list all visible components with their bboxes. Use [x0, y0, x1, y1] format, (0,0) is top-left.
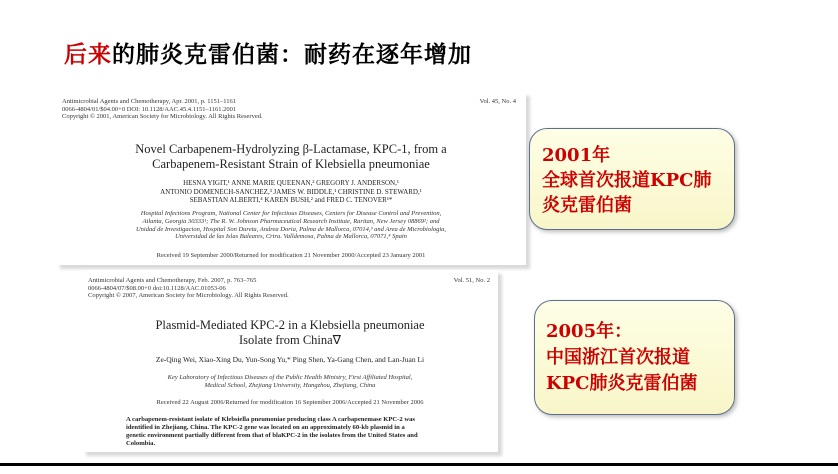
paper1-header	[62, 98, 263, 121]
paper1-copyright: Copyright © 2001, American Society for Microbiology. All Rights Reserved.	[62, 113, 263, 120]
paper2-affil-line2: Medical School, Zhejiang University, Hangzhou, Zhejiang, China	[204, 381, 376, 389]
footer-divider	[0, 463, 838, 466]
paper-2007-image	[82, 270, 498, 452]
paper2-affil-line1: Key Laboratory of Infectious Diseases of the Public Health Ministry, First Affiliated Hospital,	[167, 374, 413, 381]
paper2-title-line1: Plasmid-Mediated KPC-2 in a Klebsiella pneumoniae	[155, 318, 425, 332]
paper1-authors-line1: HESNA YIGIT,¹ ANNE MARIE QUEENAN,² GREGORY J. ANDERSON,¹	[183, 179, 399, 187]
paper2-journal-line: Antimicrobial Agents and Chemotherapy, Feb. 2007, p. 763–765	[88, 277, 257, 284]
slide-title	[64, 36, 472, 69]
paper2-abstract-line2: identified in Zhejiang, China. The KPC-2 gene was located on an approximately 60-kb plasmid in a	[126, 424, 405, 431]
callout-2001-text	[542, 143, 712, 218]
paper1-authors-line3: SEBASTIAN ALBERTI,⁴ KAREN BUSH,² and FRED C. TENOVER¹*	[189, 196, 393, 204]
callout-2005	[534, 300, 735, 415]
paper2-copyright: Copyright © 2007, American Society for Microbiology. All Rights Reserved.	[88, 292, 289, 299]
callout-2005-text	[546, 319, 698, 397]
paper1-received: Received 19 September 2000/Returned for modification 21 November 2000/Accepted 23 January 2001	[156, 252, 426, 259]
paper1-title-line1: Novel Carbapenem-Hydrolyzing β-Lactamase, KPC-1, from a	[135, 142, 447, 156]
paper2-affiliations	[82, 374, 498, 390]
paper2-abstract-line1: A carbapenem-resistant isolate of Klebsiella pneumoniae producing class A carbapenemase KPC-2 was	[126, 416, 415, 423]
paper2-received: Received 22 August 2006/Returned for modification 16 September 2006/Accepted 21 November 2006	[156, 399, 424, 406]
paper1-volume: Vol. 45, No. 4	[479, 98, 516, 105]
paper1-authors	[56, 179, 526, 205]
paper1-affil-line1: Hospital Infections Program, National Center for Infectious Diseases, Centers for Disease Control and Prevention,	[140, 210, 442, 217]
paper1-affil-line3: Unidad de Investigacion, Hospital Son Dureta, Andrea Doria, Palma de Mallorca, 07014,³ and Area de Microbiologia,	[135, 225, 447, 233]
paper1-affil-line2: Atlanta, Georgia 30333¹; The R. W. Johnson Pharmaceutical Research Institute, Raritan, New Jersey 08869²; and	[142, 217, 440, 225]
paper1-ids-line: 0066-4804/01/$04.00+0 DOI: 10.1128/AAC.45.4.1151–1161.2001	[62, 105, 237, 113]
paper1-title	[56, 142, 526, 172]
slide-title-rest: 的肺炎克雷伯菌：耐药在逐年增加	[112, 42, 472, 68]
paper2-header	[88, 277, 289, 300]
callout-2001-year: 2001年	[542, 145, 611, 166]
paper2-title	[82, 318, 498, 348]
paper2-authors: Ze-Qing Wei, Xiao-Xing Du, Yun-Song Yu,* Ping Shen, Ya-Gang Chen, and Lan-Juan Li	[155, 355, 425, 364]
paper2-abstract	[126, 416, 476, 448]
paper2-abstract-line4: Colombia.	[126, 440, 156, 447]
callout-2001-line3: 炎克雷伯菌	[542, 195, 632, 216]
callout-2005-year: 2005年：	[546, 321, 633, 342]
paper1-affiliations	[56, 210, 526, 241]
callout-2005-line2: 中国浙江首次报道	[546, 347, 690, 368]
callout-2001-line2: 全球首次报道KPC肺	[542, 170, 712, 191]
paper2-ids-line: 0066-4804/07/$08.00+0 doi:10.1128/AAC.01053-06	[88, 284, 226, 292]
paper1-journal-line: Antimicrobial Agents and Chemotherapy, Apr. 2001, p. 1151–1161	[62, 98, 237, 105]
callout-2005-line3: KPC肺炎克雷伯菌	[546, 373, 698, 394]
paper2-volume: Vol. 51, No. 2	[453, 277, 490, 284]
paper-2001-image	[56, 92, 526, 265]
slide-title-highlight: 后来	[64, 42, 112, 68]
paper1-title-line2: Carbapenem-Resistant Strain of Klebsiella pneumoniae	[152, 157, 430, 171]
paper2-title-line2: Isolate from China∇	[238, 333, 342, 347]
paper1-affil-line4: Universidad de las Islas Baleares, Crtra. Valldemosa, Palma de Mallorca, 07071,⁴ Spain	[175, 233, 407, 241]
callout-2001	[529, 128, 735, 230]
paper2-abstract-line3: genetic environment partially different from that of blaKPC-2 in the isolates from the United States and	[126, 432, 418, 439]
paper1-authors-line2: ANTONIO DOMENECH-SANCHEZ,³ JAMES W. BIDDLE,¹ CHRISTINE D. STEWARD,¹	[160, 187, 422, 196]
